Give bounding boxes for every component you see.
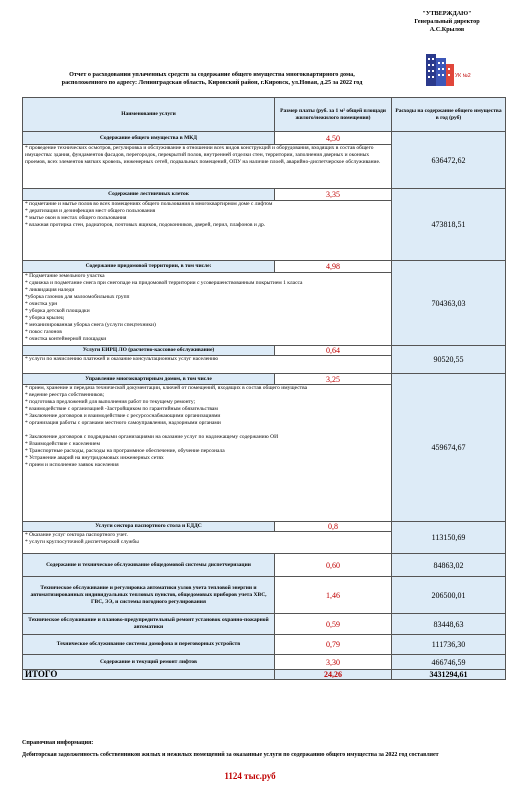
section-rate: 0,8	[275, 522, 392, 532]
section-total: 90520,55	[392, 346, 506, 374]
row-title: Техническое обслуживание и планово-предупредительный ремонт установок охранно-пожарной автоматики	[23, 614, 275, 635]
section-title: Содержание придомовой территории, в том числе:	[23, 261, 275, 273]
section-items	[23, 201, 392, 261]
list-item: * подметание и мытье полов во всех помещениях общего пользования в многоквартирном доме с лифтом	[25, 201, 273, 207]
list-item: * мытье окон в местах общего пользования	[25, 215, 127, 221]
reference-label: Справочная информация:	[22, 740, 94, 746]
list-item: * влажная протирка стен, радиаторов, почтовых ящиков, подоконников, дверей, перил, плафонов и др.	[25, 222, 266, 228]
itogo-label: ИТОГО	[23, 670, 275, 680]
itogo-total: 3431294,61	[392, 670, 506, 680]
section-total: 704363,03	[392, 261, 506, 346]
list-item: * прием, хранение и передача технической документации, ключей от помещений, входящих в состав общего имущества	[25, 385, 308, 391]
section-row	[23, 346, 506, 356]
list-item: * уборка крылец	[25, 315, 64, 321]
column-header-rate: Размер платы (руб. за 1 м² общей площади жилого/нежилого помещения)	[275, 98, 392, 132]
row-rate: 1,46	[275, 577, 392, 614]
approval-position: Генеральный директор	[414, 18, 480, 25]
section-title: Содержание общего имущества в МКД	[23, 132, 275, 145]
list-item: * уборка детской площадки	[25, 308, 90, 314]
heading-line-2: расположенного по адресу: Ленинградская область, Кировский район, г.Кировск, ул.Новая, д.25 за 2022 год	[61, 79, 363, 86]
table-header-row	[23, 98, 506, 132]
logo-text: УК №2	[455, 73, 471, 79]
list-item: * ведение реестра собственников;	[25, 392, 105, 398]
row-total: 84863,02	[392, 554, 506, 577]
itogo-row	[23, 670, 506, 680]
list-item: * покос газонов	[25, 329, 62, 335]
section-rate: 0,64	[275, 346, 392, 356]
section-row	[23, 374, 506, 385]
list-item	[25, 427, 389, 434]
list-item: * проведение технических осмотров, регулировка и обслуживание в отношении всех видов конструкций и оборудования, входящих в состав общего имущества: здания, фундаментов фасадов, перегородок, перекрытий полов, внутренней отделки стен, территории, заполнения дверных и оконных проемов, всех элементов мягких кровель, инженерных сетей, подвальных помещений, ОПУ на наличие плоей, аварийно-диспетчерское обслуживание.	[25, 145, 381, 165]
section-rate: 4,50	[275, 132, 392, 145]
company-logo	[424, 50, 471, 94]
list-item: * ликвидация наледи	[25, 287, 75, 293]
row-title: Содержание и техническое обслуживание общедомовой системы диспетчеризации	[23, 554, 275, 577]
approval-word: "УТВЕРЖДАЮ"	[422, 10, 472, 17]
section-total: 459674,67	[392, 374, 506, 522]
list-item: * взаимодействие с организацией -Застройщиком по гарантийным обязательствам	[25, 406, 218, 412]
list-item: * дератизация и дезинфекция мест общего пользования	[25, 208, 156, 214]
row-rate: 0,59	[275, 614, 392, 635]
list-item: * Устранение аварий на внутридомовых инженерных сетях	[25, 455, 164, 461]
approval-block	[392, 10, 502, 34]
section-total: 473818,51	[392, 189, 506, 261]
row-total: 83448,63	[392, 614, 506, 635]
list-item: *уборка газонов для малоомобильных групп	[25, 294, 130, 300]
row-rate: 3,30	[275, 655, 392, 670]
section-row	[23, 189, 506, 201]
table-row	[23, 577, 506, 614]
section-title: Услуги ЕИРЦ ЛО (расчетно-кассовое обслуживание)	[23, 346, 275, 356]
section-title: Содержание лестничных клеток	[23, 189, 275, 201]
row-total: 111736,30	[392, 635, 506, 655]
row-rate: 0,60	[275, 554, 392, 577]
approval-name: А.С.Крылов	[429, 26, 465, 33]
list-item: * прием и исполнение заявок населения	[25, 462, 119, 468]
section-items	[23, 356, 392, 374]
list-item: * Заключение договоров и взаимодействие с ресурсоснабжающими организациями	[25, 413, 221, 419]
row-rate: 0,79	[275, 635, 392, 655]
list-item: * Транспортные расходы, расходы на программное обеспечение, обучение персонала	[25, 448, 225, 454]
section-row	[23, 522, 506, 532]
list-item: * Заключение договоров с подрядными организациями на оказание услуг по надлежащему содержанию ОИ	[25, 434, 279, 440]
list-item: * сдвижка и подметание снега при снегопаде на придомовой территории с усовершенствованным покрытием 1 класса	[25, 280, 303, 286]
section-title: Услуги сектора паспортного стола и ЕДДС	[23, 522, 275, 532]
section-row	[23, 132, 506, 145]
column-header-name: Наименование услуги	[23, 98, 275, 132]
section-items	[23, 273, 392, 346]
list-item: * Подметание земельного участка	[25, 273, 105, 279]
list-item: * услуги по начислению платежей и оказание консультационных услуг населению	[25, 356, 219, 362]
section-rate: 3,25	[275, 374, 392, 385]
section-rate: 3,35	[275, 189, 392, 201]
row-total: 466746,59	[392, 655, 506, 670]
table-row	[23, 655, 506, 670]
debt-value: 1124 тыс.руб	[224, 771, 276, 781]
list-item: * услуги круглосуточной диспетчерской службы	[25, 539, 139, 545]
section-rate: 4,98	[275, 261, 392, 273]
section-total: 113150,69	[392, 522, 506, 554]
row-title: Содержание и текущий ремонт лифтов	[23, 655, 275, 670]
table-row	[23, 554, 506, 577]
section-items	[23, 145, 392, 189]
row-total: 206500,01	[392, 577, 506, 614]
list-item: * очистка урн	[25, 301, 58, 307]
row-title: Техническое обслуживание системы домофона и переговорных устройств	[23, 635, 275, 655]
table-row	[23, 635, 506, 655]
list-item: * очистка контейнерной площадки	[25, 336, 107, 342]
itogo-rate: 24,26	[275, 670, 392, 680]
table-row	[23, 614, 506, 635]
heading-line-1: Отчет о расходовании уплаченных средств за содержание общего имущества многоквартирного дома,	[69, 71, 355, 78]
list-item: * Оказание услуг сектора паспортного учет.	[25, 532, 128, 538]
section-total: 636472,62	[392, 132, 506, 189]
list-item: * организация работы с органами местного самоуправления, надзорными органами	[25, 420, 221, 426]
debt-text: Дебиторская задолженность собственников жилых и нежилых помещений за оказанные услуги по содержанию общего имущества за 2022 год составляет	[22, 752, 439, 758]
section-row	[23, 261, 506, 273]
list-item: * Взаимодействие с населением	[25, 441, 100, 447]
list-item: * механизированная уборка снега (услуги спецтехники)	[25, 322, 156, 328]
section-items	[23, 385, 392, 522]
list-item: * подготовка предложений для выполнения работ по текущему ремонту;	[25, 399, 196, 405]
section-items	[23, 532, 392, 554]
column-header-expense: Расходы на содержание общего имущества в год (руб)	[392, 98, 506, 132]
section-title: Управление многоквартирным домом, в том числе	[23, 374, 275, 385]
row-title: Техническое обслуживание и регулировка автоматики узлов учета тепловой энергии и автоматизированных индивидуальных тепловых пунктов, общедомовых приборов учета ХВС, ГВС, ЭЭ, и системы погодного регулирования	[23, 577, 275, 614]
report-table	[22, 97, 506, 680]
report-heading	[24, 71, 400, 87]
